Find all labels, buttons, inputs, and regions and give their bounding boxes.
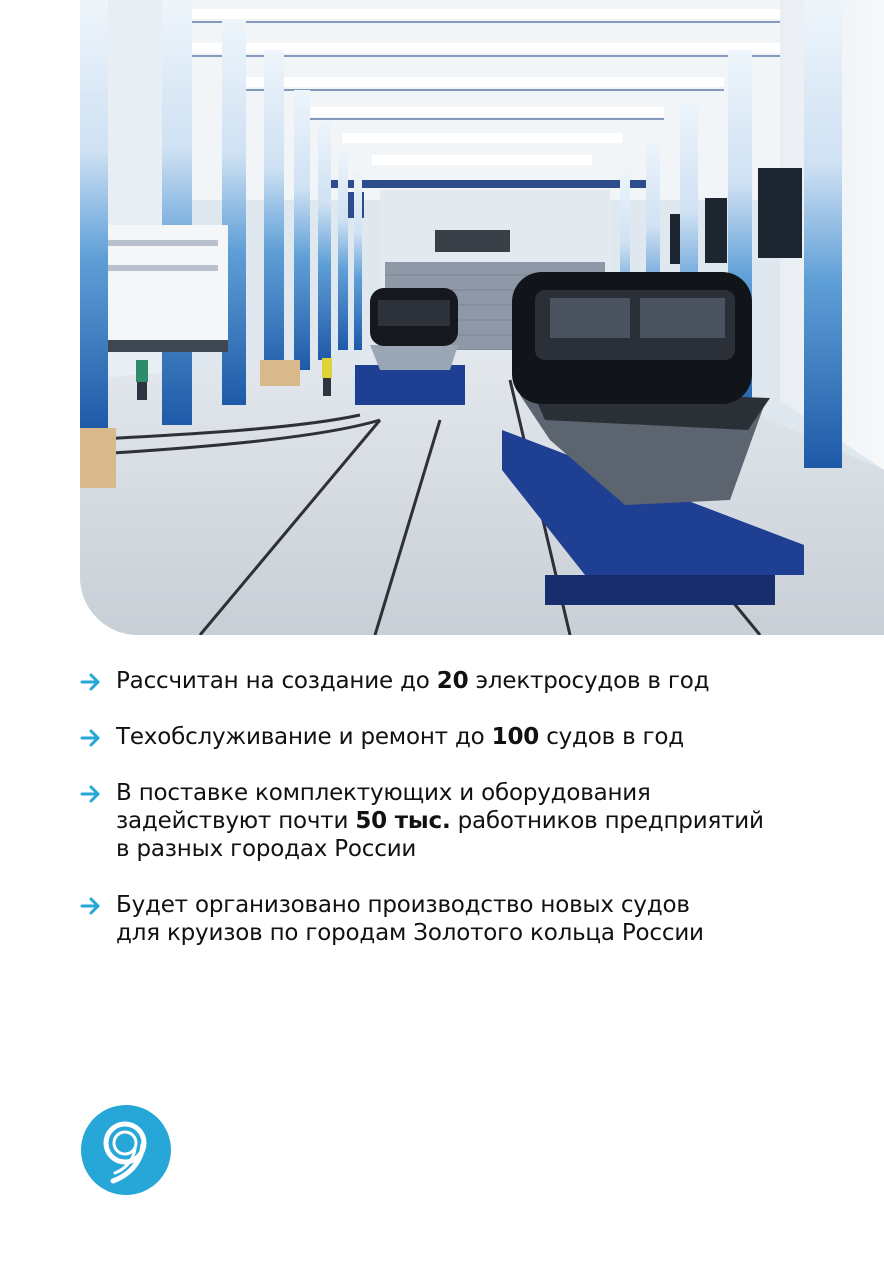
list-item-text: Техобслуживание и ремонт до 100 судов в год: [116, 724, 685, 750]
list-item-text: Будет организовано производство новых судов для круизов по городам Золотого кольца России: [116, 892, 704, 946]
arrow-right-icon: [80, 667, 116, 695]
list-item: [80, 723, 860, 751]
arrow-right-icon: [80, 891, 116, 919]
list-item: [80, 667, 860, 695]
shipyard-hall-photo: [80, 0, 884, 635]
list-item: [80, 891, 860, 947]
list-item: [80, 779, 860, 863]
list-item-text: В поставке комплектующих и оборудования задействуют почти 50 тыс. работников предприятий в разных городах России: [116, 780, 764, 862]
circle-nine-logo: [81, 1105, 171, 1195]
list-item-text: Рассчитан на создание до 20 электросудов в год: [116, 668, 710, 694]
feature-list: [80, 667, 860, 975]
arrow-right-icon: [80, 723, 116, 751]
arrow-right-icon: [80, 779, 116, 807]
